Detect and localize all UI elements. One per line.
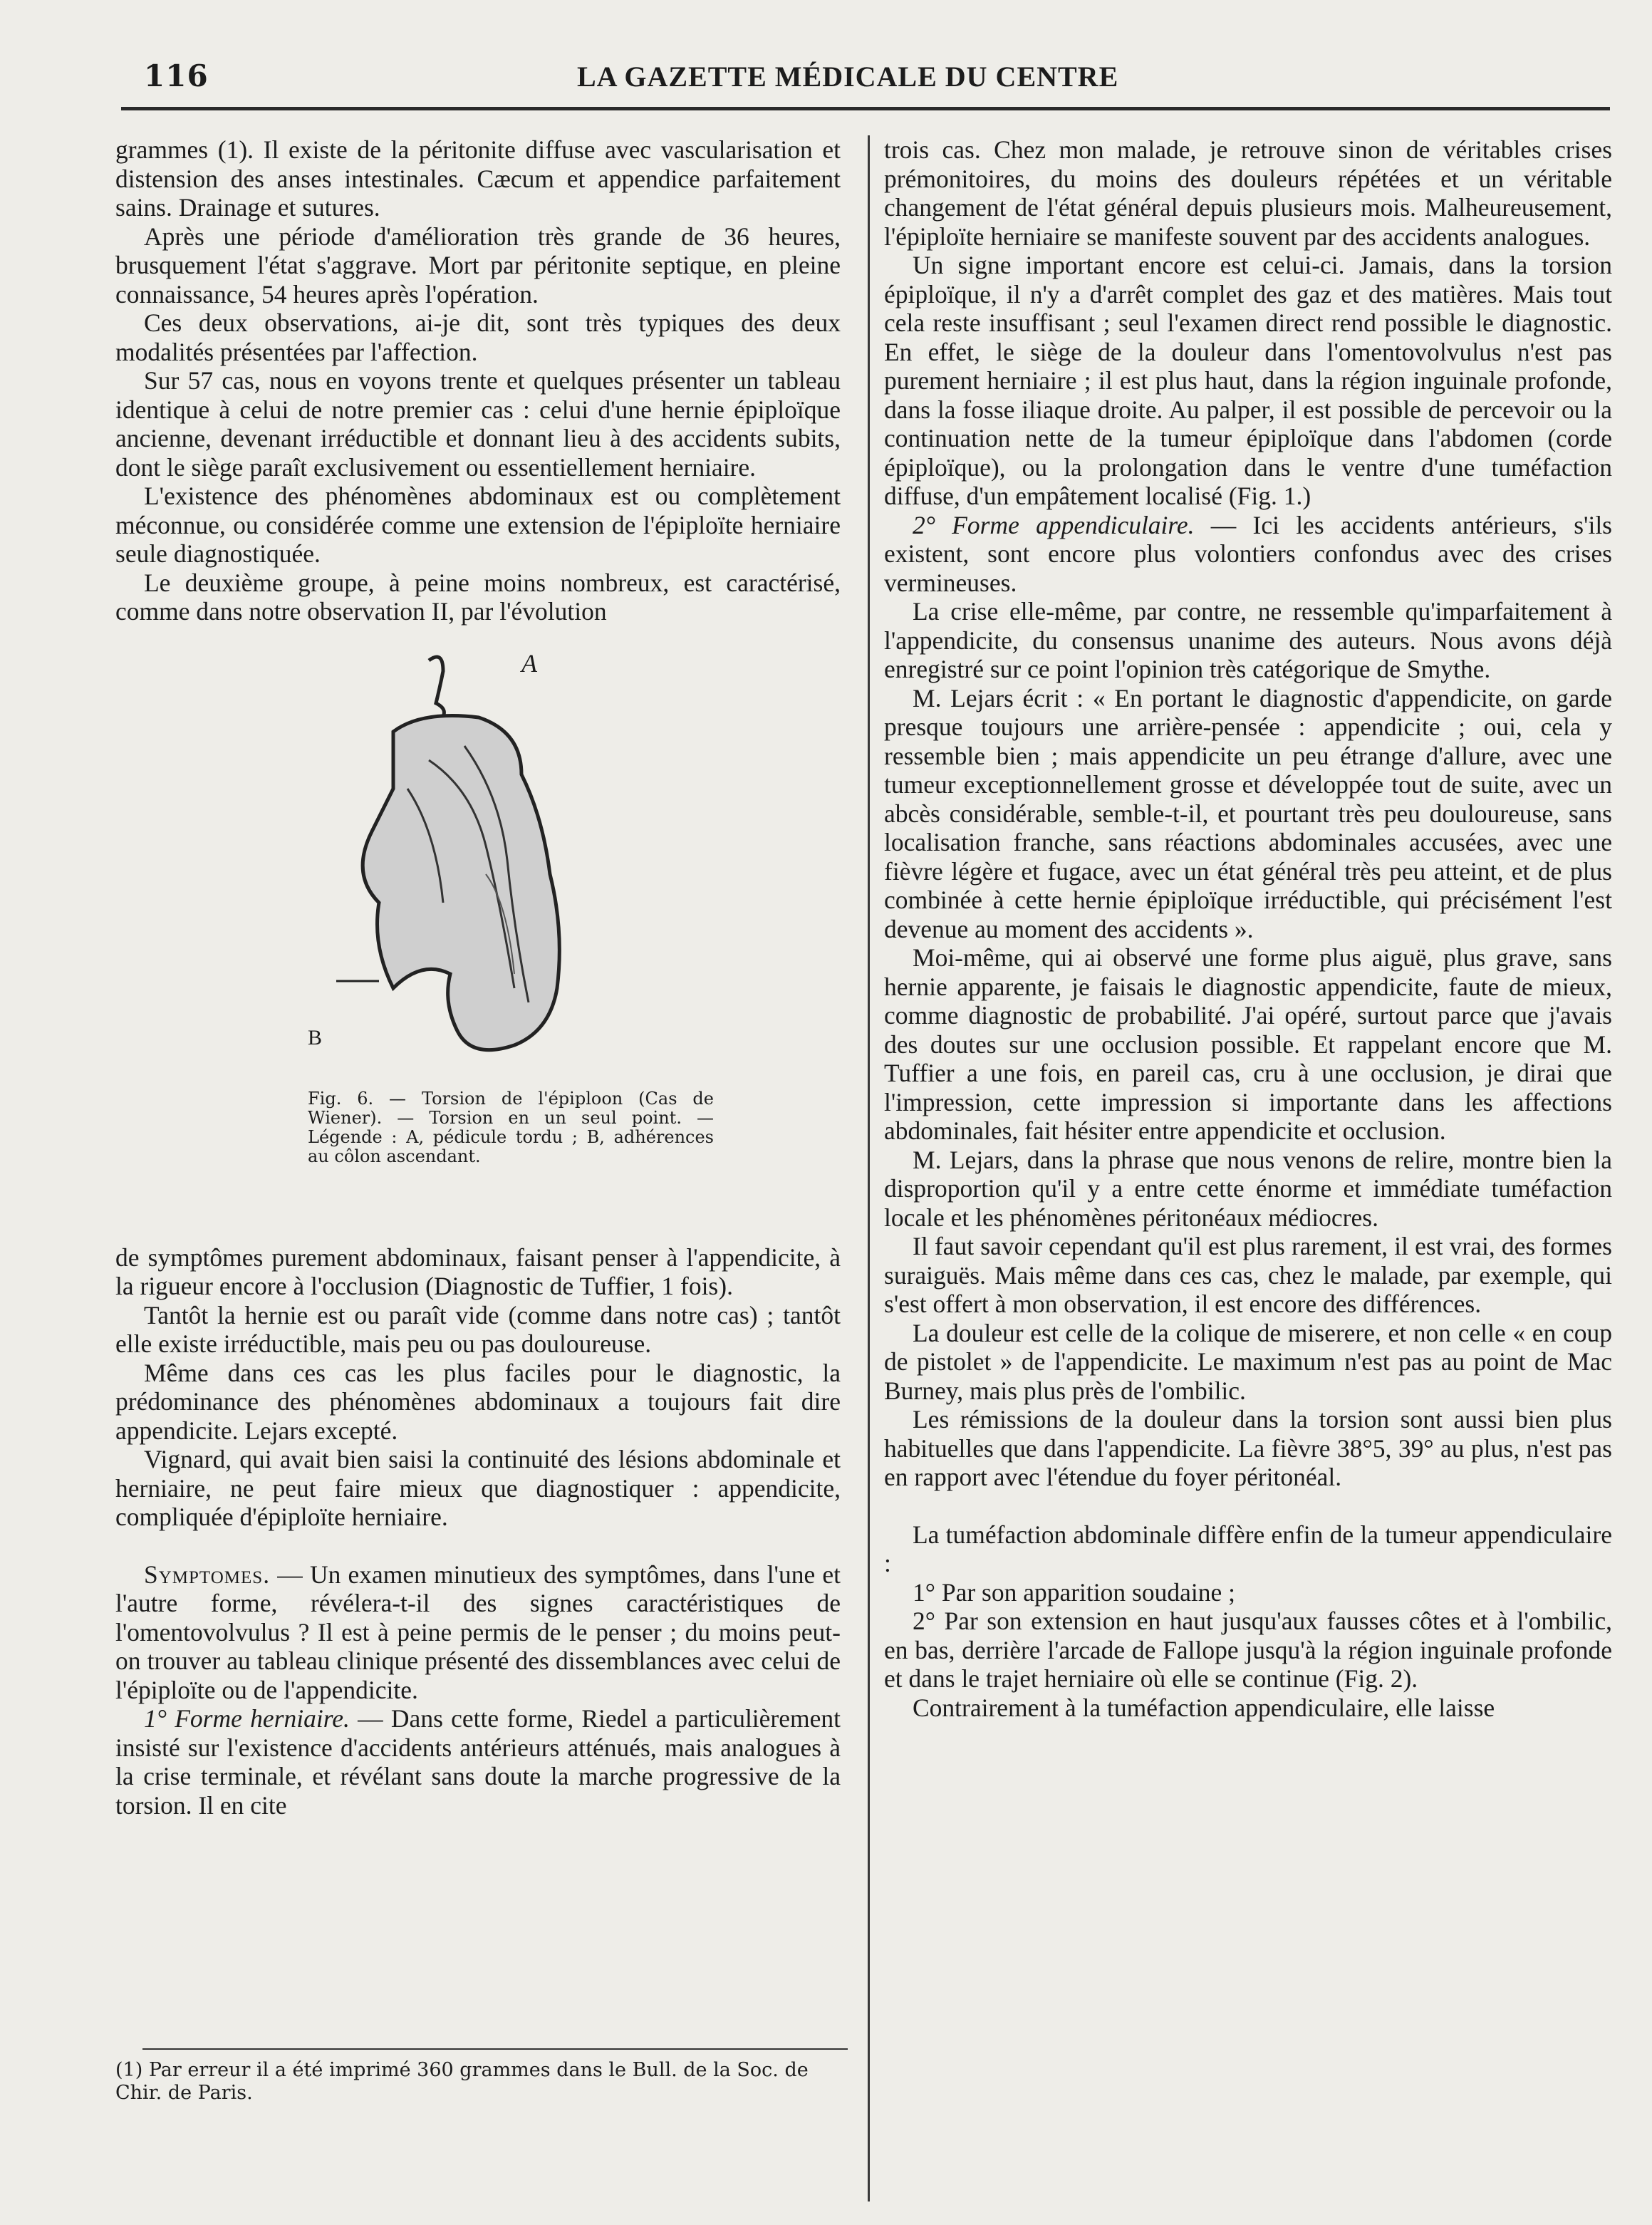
paragraph-forme-appendiculaire	[884, 511, 1612, 598]
footnote-rule	[142, 2048, 848, 2050]
paragraph-text: — Un examen minutieux des symptômes, dans l'une et l'autre forme, révélera-t-il des signes caractéristiques de l'omentovolvulus ? Il est à peine permis de le penser ; du moins peut-on trouver au tableau clinique présenté des dissemblances avec celui de l'épiploïte ou de l'appendicite.	[115, 1560, 841, 1704]
figure-omentum-torsion	[115, 646, 841, 1238]
paragraph: La crise elle-même, par contre, ne ressemble qu'imparfaitement à l'appendicite, du consensus unanime des auteurs. Nous avons déjà enregistré sur ce point l'opinion très catégorique de Smythe.	[884, 597, 1612, 683]
left-column	[115, 135, 841, 1820]
paragraph: Moi-même, qui ai observé une forme plus aiguë, plus grave, sans hernie apparente, je faisais le diagnostic appendicite, faute de mieux, comme diagnostic de probabilité. J'ai opéré, surtout parce que j'avais des doutes sur une occlusion possible. Et rappelant encore que M. Tuffier a une fois, en pareil cas, cru à une occlusion, je dirai que l'impression, cette impression si importante dans les affections abdominales, fait hésiter entre appendicite et occlusion.	[884, 943, 1612, 1145]
column-divider	[868, 135, 870, 2201]
paragraph-text: — Ici les accidents antérieurs, s'ils existent, sont encore plus volontiers confondus avec des crises vermineuses.	[884, 510, 1612, 597]
paragraph: 2° Par son extension en haut jusqu'aux fausses côtes et à l'ombilic, en bas, derrière l'arcade de Fallope jusqu'à la région inguinale profonde et dans le trajet herniaire où elle se continue (Fig. 2).	[884, 1607, 1612, 1693]
paragraph: Il faut savoir cependant qu'il est plus rarement, il est vrai, des formes suraiguës. Mais même dans ces cas, chez le malade, par exemple, qui s'est offert à mon observation, il est encore des différences.	[884, 1232, 1612, 1318]
paragraph: Après une période d'amélioration très grande de 36 heures, brusquement l'état s'aggrave. Mort par péritonite septique, en pleine connaissance, 54 heures après l'opération.	[115, 222, 841, 308]
figure-label-a: A	[521, 648, 537, 678]
paragraph: Le deuxième groupe, à peine moins nombreux, est caractérisé, comme dans notre observation II, par l'évolution	[115, 568, 841, 626]
page-header	[121, 56, 1603, 98]
subheading-forme-appendiculaire: 2° Forme appendiculaire.	[913, 510, 1195, 539]
figure-label-b: B	[308, 1025, 323, 1049]
omentum-illustration	[322, 646, 621, 1088]
paragraph: Ces deux observations, ai-je dit, sont très typiques des deux modalités présentées par l'affection.	[115, 308, 841, 366]
paragraph: Les rémissions de la douleur dans la torsion sont aussi bien plus habituelles que dans l'appendicite. La fièvre 38°5, 39° au plus, n'est pas en rapport avec l'étendue du foyer péritonéal.	[884, 1405, 1612, 1491]
paragraph: 1° Par son apparition soudaine ;	[913, 1577, 1235, 1607]
paragraph: Vignard, qui avait bien saisi la continuité des lésions abdominale et herniaire, ne peut faire mieux que diagnostiquer : appendicite, compliquée d'épiploïte herniaire.	[115, 1445, 841, 1531]
journal-title: LA GAZETTE MÉDICALE DU CENTRE	[577, 61, 1119, 93]
header-rule	[121, 107, 1610, 110]
paragraph-text: — Dans cette forme, Riedel a particulièrement insisté sur l'existence d'accidents antérieurs atténués, mais analogues à la crise terminale, et révélant sans doute la marche progressive de la torsion. Il en cite	[115, 1704, 841, 1820]
footnote: (1) Par erreur il a été imprimé 360 grammes dans le Bull. de la Soc. de Chir. de Paris.	[115, 2059, 809, 2104]
paragraph: grammes (1). Il existe de la péritonite diffuse avec vascularisation et distension des anses intestinales. Cæcum et appendice parfaitement sains. Drainage et sutures.	[115, 135, 841, 222]
paragraph: La douleur est celle de la colique de miserere, et non celle « en coup de pistolet » de l'appendicite. Le maximum n'est pas au point de Mac Burney, mais plus près de l'ombilic.	[884, 1318, 1612, 1405]
paragraph: de symptômes purement abdominaux, faisant penser à l'appendicite, à la rigueur encore à l'occlusion (Diagnostic de Tuffier, 1 fois).	[115, 1243, 841, 1300]
paragraph: Même dans ces cas les plus faciles pour le diagnostic, la prédominance des phénomènes abdominaux a toujours fait dire appendicite. Lejars excepté.	[115, 1358, 841, 1445]
figure-caption: Fig. 6. — Torsion de l'épiploon (Cas de Wiener). — Torsion en un seul point. — Légende : A, pédicule tordu ; B, adhérences au côlon ascendant.	[308, 1088, 714, 1166]
paragraph-forme-herniaire	[115, 1704, 841, 1820]
paragraph: Tantôt la hernie est ou paraît vide (comme dans notre cas) ; tantôt elle existe irréductible, mais peu ou pas douloureuse.	[115, 1300, 841, 1358]
paragraph: M. Lejars écrit : « En portant le diagnostic d'appendicite, on garde presque toujours une arrière-pensée : appendicite ; oui, cela y ressemble bien ; mais appendicite un peu étrange d'allure, avec une tumeur exceptionnellement grosse et développée tout de suite, avec un abcès considérable, semble-t-il, et pourtant très peu douloureuse, sans localisation franche, sans réactions abdominales accusées, avec une fièvre légère et fugace, avec un état général très peu atteint, et de plus combinée à cette hernie épiploïque irréductible, qui précisément l'est devenue au moment des accidents ».	[884, 683, 1612, 943]
paragraph: Sur 57 cas, nous en voyons trente et quelques présenter un tableau identique à celui de notre premier cas : celui d'une hernie épiploïque ancienne, devenant irréductible et donnant lieu à des accidents subits, dont le siège paraît exclusivement ou essentiellement herniaire.	[115, 366, 841, 482]
paragraph: M. Lejars, dans la phrase que nous venons de relire, montre bien la disproportion qu'il y a entre cette énorme et immédiate tuméfaction locale et les phénomènes péritonéaux médiocres.	[884, 1145, 1612, 1232]
section-heading-symptomes: Symptomes.	[144, 1560, 271, 1589]
paragraph: trois cas. Chez mon malade, je retrouve sinon de véritables crises prémonitoires, du moins des douleurs répétées et un véritable changement de l'état général depuis plusieurs mois. Malheureusement, l'épiploïte herniaire se manifeste souvent par des accidents analogues.	[884, 135, 1612, 251]
paragraph: La tuméfaction abdominale diffère enfin de la tumeur appendiculaire :	[884, 1520, 1612, 1577]
subheading-forme-herniaire: 1° Forme herniaire.	[144, 1704, 350, 1733]
paragraph: L'existence des phénomènes abdominaux est ou complètement méconnue, ou considérée comme une extension de l'épiploïte herniaire seule diagnostiquée.	[115, 482, 841, 568]
page-number: 116	[144, 58, 209, 93]
right-column	[884, 135, 1612, 1722]
paragraph: Un signe important encore est celui-ci. Jamais, dans la torsion épiploïque, il n'y a d'arrêt complet des gaz et des matières. Mais tout cela reste insuffisant ; seul l'examen direct rend possible le diagnostic. En effet, le siège de la douleur dans l'omentovolvulus n'est pas purement herniaire ; il est plus haut, dans la région inguinale profonde, dans la fosse iliaque droite. Au palper, il est possible de percevoir ou la continuation nette de la tumeur épiploïque dans l'abdomen (corde épiploïque), ou la prolongation dans le ventre d'une tuméfaction diffuse, d'un empâtement localisé (Fig. 1.)	[884, 251, 1612, 510]
paragraph: Contrairement à la tuméfaction appendiculaire, elle laisse	[913, 1693, 1495, 1722]
paragraph-symptomes	[115, 1560, 841, 1705]
